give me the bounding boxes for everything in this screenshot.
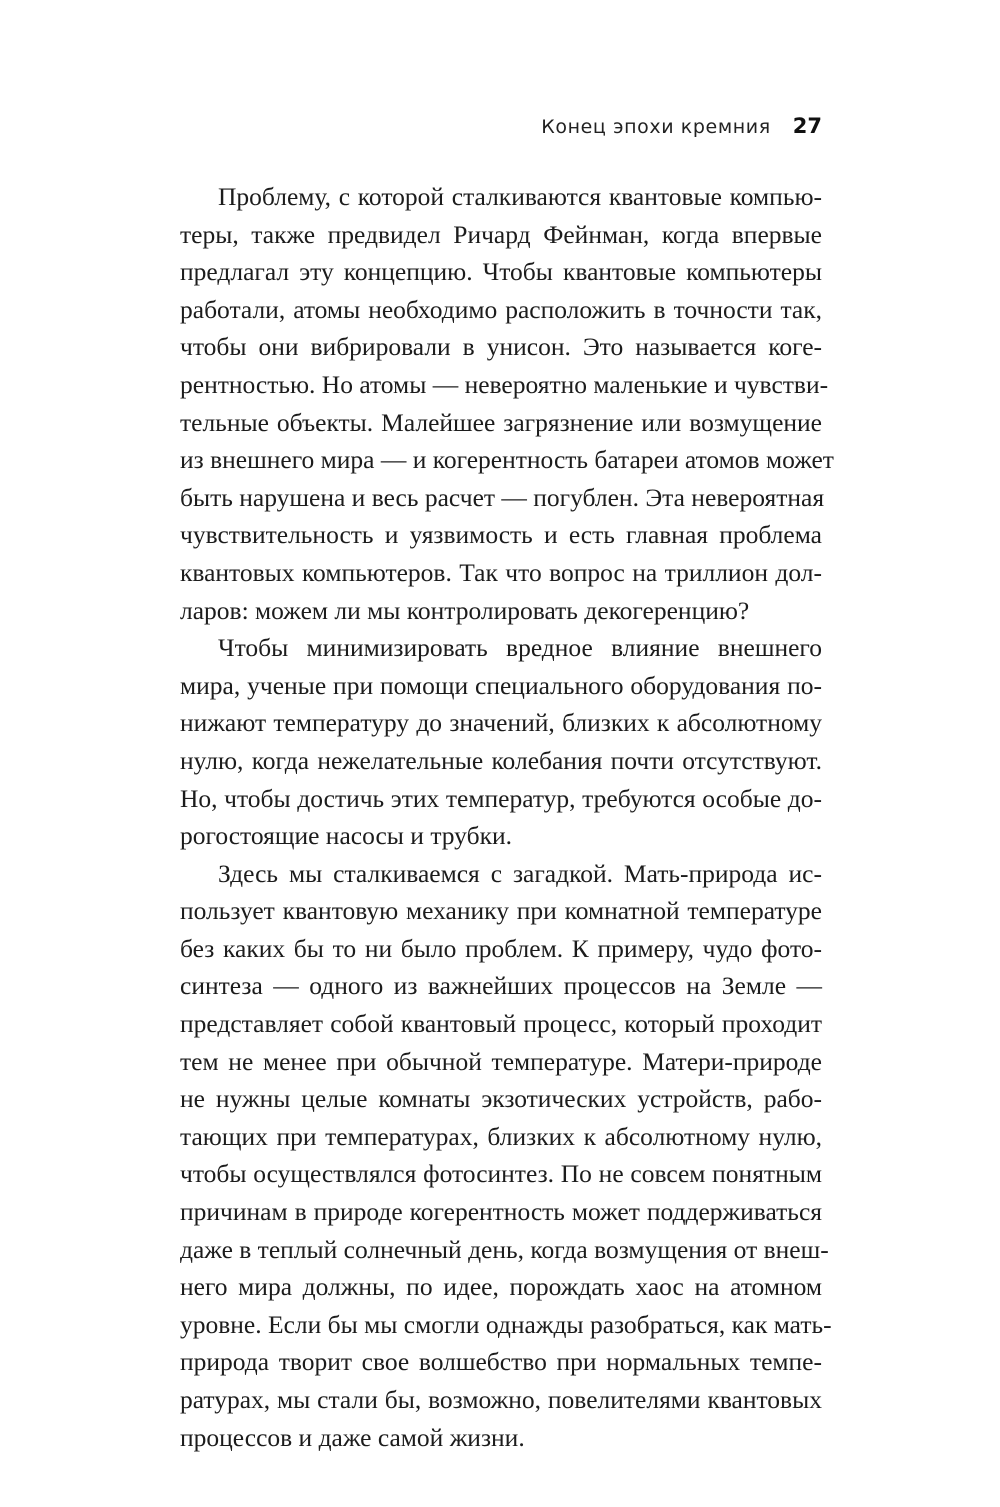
text-line: даже в теплый солнечный день, когда возмущения от внеш-: [180, 1234, 829, 1264]
text-line: синтеза — одного из важнейших процессов на Земле —: [180, 971, 822, 1001]
text-line: тающих при температурах, близких к абсолютному нулю,: [180, 1121, 822, 1151]
text-line: Проблему, с которой сталкиваются квантовые компью-: [218, 182, 822, 211]
running-title: Конец эпохи кремния: [541, 116, 771, 138]
text-line: мира, ученые при помощи специального оборудования по-: [180, 670, 822, 700]
text-line: нулю, когда нежелательные колебания почти отсутствуют.: [180, 745, 822, 775]
text-line: пользует квантовую механику при комнатной температуре: [180, 896, 822, 926]
text-line: причинам в природе когерентность может поддерживаться: [180, 1197, 822, 1227]
text-line: тельные объекты. Малейшее загрязнение или возмущение: [180, 407, 822, 437]
text-line: работали, атомы необходимо расположить в точности так,: [180, 294, 822, 324]
text-line: него мира должны, по идее, порождать хаос на атомном: [180, 1272, 822, 1302]
text-line: из внешнего мира — и когерентность батареи атомов может: [180, 445, 834, 475]
page-number: 27: [792, 114, 822, 138]
text-line: рентностью. Но атомы — невероятно маленькие и чувстви-: [180, 369, 829, 399]
text-line: не нужны целые комнаты экзотических устройств, рабо-: [180, 1084, 822, 1114]
paragraph-3: [180, 855, 832, 1457]
text-line: Чтобы минимизировать вредное влияние внешнего: [218, 633, 822, 663]
text-line: нижают температуру до значений, близких к абсолютному: [180, 708, 822, 738]
text-line: рогостоящие насосы и трубки.: [180, 821, 512, 851]
text-line: природа творит свое волшебство при нормальных темпе-: [180, 1347, 822, 1377]
text-line: чувствительность и уязвимость и есть главная проблема: [180, 520, 822, 550]
text-line: ратурах, мы стали бы, возможно, повелителями квантовых: [180, 1385, 822, 1414]
text-line: ларов: можем ли мы контролировать декогеренцию?: [180, 595, 750, 625]
text-line: уровне. Если бы мы смогли однажды разобраться, как мать-: [180, 1309, 832, 1339]
text-line: Но, чтобы достичь этих температур, требуются особые до-: [180, 783, 822, 813]
text-line: процессов и даже самой жизни.: [180, 1422, 525, 1452]
text-line: тем не менее при обычной температуре. Матери-природе: [180, 1046, 822, 1076]
text-line: быть нарушена и весь расчет — погублен. Эта невероятная: [180, 482, 825, 512]
text-line: без каких бы то ни было проблем. К примеру, чудо фото-: [180, 933, 822, 963]
text-line: представляет собой квантовый процесс, который проходит: [180, 1009, 822, 1039]
text-line: чтобы они вибрировали в унисон. Это называется коге-: [180, 332, 822, 362]
paragraph-2: [180, 629, 822, 855]
text-line: теры, также предвидел Ричард Фейнман, когда впервые: [180, 219, 822, 249]
text-line: квантовых компьютеров. Так что вопрос на триллион дол-: [180, 557, 822, 587]
text-line: чтобы осуществлялся фотосинтез. По не совсем понятным: [180, 1159, 822, 1189]
text-line: Здесь мы сталкиваемся с загадкой. Мать-природа ис-: [218, 858, 822, 888]
running-header: [180, 114, 822, 138]
text-line: предлагал эту концепцию. Чтобы квантовые компьютеры: [180, 257, 822, 287]
body-text: [180, 178, 834, 1456]
paragraph-1: [180, 178, 834, 629]
